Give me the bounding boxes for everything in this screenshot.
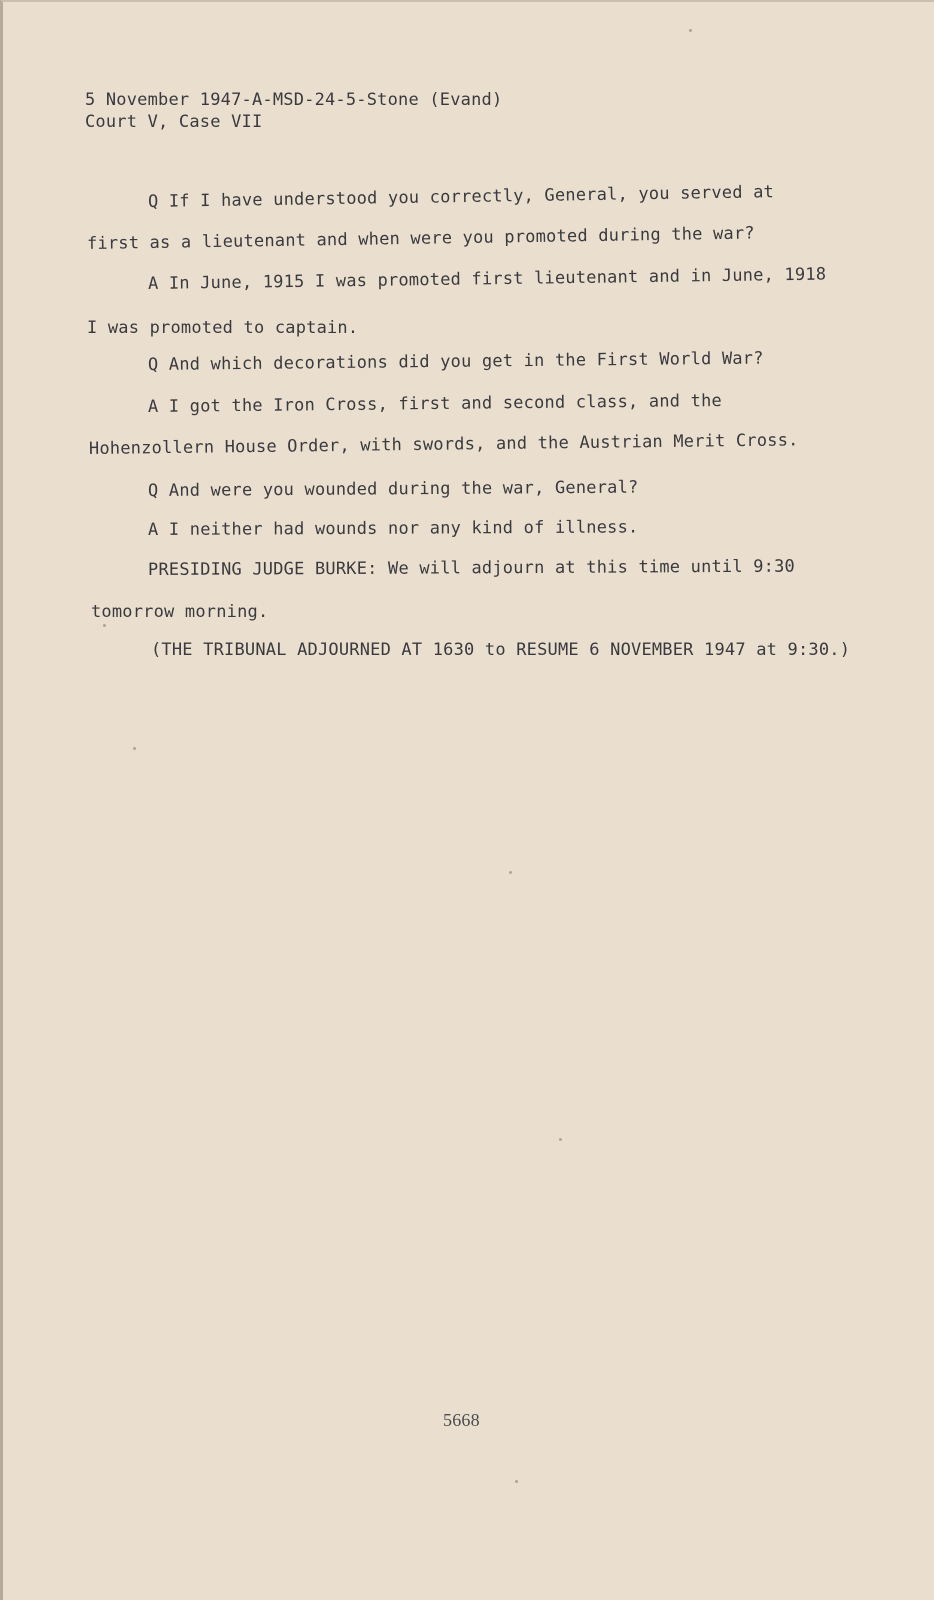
question-3: Q And were you wounded during the war, General? [147, 477, 639, 501]
question-1-line-1: Q If I have understood you correctly, General, you served at [147, 182, 775, 212]
answer-2-line-1: A I got the Iron Cross, first and second class, and the [147, 390, 722, 417]
page-number: 5668 [443, 1410, 480, 1430]
paper-speck [515, 1480, 518, 1483]
judge-statement-line-1: PRESIDING JUDGE BURKE: We will adjourn at this time until 9:30 [147, 556, 796, 580]
document-header-court-case: Court V, Case VII [85, 112, 263, 132]
document-header-date-code: 5 November 1947-A-MSD-24-5-Stone (Evand) [85, 90, 503, 110]
paper-speck [103, 624, 106, 627]
adjournment-note: (THE TRIBUNAL ADJOURNED AT 1630 to RESUME 6 NOVEMBER 1947 at 9:30.) [151, 640, 851, 660]
question-1-line-2: first as a lieutenant and when were you promoted during the war? [86, 223, 755, 254]
judge-statement-line-2: tomorrow morning. [91, 602, 269, 622]
question-2: Q And which decorations did you get in the First World War? [147, 348, 764, 375]
answer-1-line-2: I was promoted to captain. [87, 318, 359, 338]
paper-speck [133, 747, 136, 750]
answer-2-line-2: Hohenzollern House Order, with swords, and the Austrian Merit Cross. [88, 430, 799, 459]
answer-1-line-1: A In June, 1915 I was promoted first lieutenant and in June, 1918 [147, 264, 827, 294]
paper-speck [509, 871, 512, 874]
paper-speck [689, 29, 692, 32]
answer-3: A I neither had wounds nor any kind of illness. [147, 517, 639, 540]
paper-speck [559, 1138, 562, 1141]
